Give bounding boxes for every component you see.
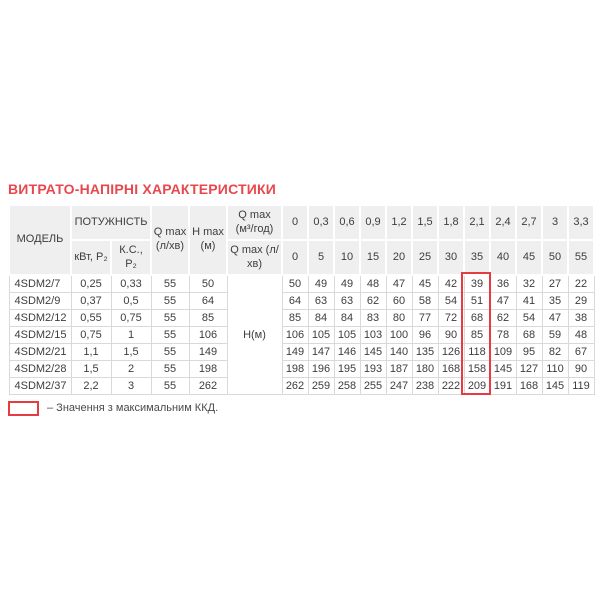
head-value-cell: 95 (516, 343, 542, 360)
head-value-cell: 62 (360, 292, 386, 309)
qmax-cell: 55 (151, 326, 189, 343)
head-value-cell: 49 (334, 275, 360, 292)
head-value-cell: 35 (542, 292, 568, 309)
head-value-cell: 48 (360, 275, 386, 292)
flow-lpm-header-cell: 15 (360, 240, 386, 275)
power-hp-cell: 2 (111, 360, 151, 377)
head-value-cell: 106 (282, 326, 308, 343)
header-qmax-lpm: Q max (л/хв) (151, 205, 189, 275)
header-model: МОДЕЛЬ (9, 205, 71, 275)
table-row (9, 343, 594, 360)
power-hp-cell: 1,5 (111, 343, 151, 360)
head-value-cell: 238 (412, 377, 438, 394)
flow-m3h-header-cell: 0,9 (360, 205, 386, 240)
head-value-cell: 59 (542, 326, 568, 343)
head-value-cell: 259 (308, 377, 334, 394)
head-value-cell: 32 (516, 275, 542, 292)
characteristics-table (8, 204, 595, 395)
head-value-cell: 64 (282, 292, 308, 309)
head-value-cell: 47 (542, 309, 568, 326)
head-value-cell: 63 (308, 292, 334, 309)
head-value-cell: 258 (334, 377, 360, 394)
head-value-cell: 145 (360, 343, 386, 360)
head-value-cell: 58 (412, 292, 438, 309)
header-qmax-lpm-2: Q max (л/хв) (227, 240, 282, 275)
head-value-cell: 63 (334, 292, 360, 309)
head-value-cell: 109 (490, 343, 516, 360)
model-cell: 4SDM2/12 (9, 309, 71, 326)
head-value-cell: 85 (282, 309, 308, 326)
head-value-cell: 147 (308, 343, 334, 360)
head-value-cell: 262 (282, 377, 308, 394)
flow-lpm-header-cell: 25 (412, 240, 438, 275)
head-value-cell: 62 (490, 309, 516, 326)
head-value-cell: 193 (360, 360, 386, 377)
head-value-cell: 54 (516, 309, 542, 326)
legend-text: – Значення з максимальним ККД. (47, 402, 219, 414)
head-value-cell: 84 (334, 309, 360, 326)
head-value-cell: 145 (542, 377, 568, 394)
head-value-cell: 60 (386, 292, 412, 309)
head-value-cell: 68 (464, 309, 490, 326)
hmax-cell: 198 (189, 360, 227, 377)
head-value-cell: 22 (568, 275, 594, 292)
header-power-kw: кВт, P₂ (71, 240, 111, 275)
table-row (9, 292, 594, 309)
head-value-cell: 49 (308, 275, 334, 292)
hmax-cell: 262 (189, 377, 227, 394)
flow-lpm-header-cell: 20 (386, 240, 412, 275)
page-title: ВИТРАТО-НАПІРНІ ХАРАКТЕРИСТИКИ (8, 181, 277, 197)
head-value-cell: 135 (412, 343, 438, 360)
head-value-cell: 140 (386, 343, 412, 360)
head-value-cell: 39 (464, 275, 490, 292)
hmax-cell: 106 (189, 326, 227, 343)
head-value-cell: 84 (308, 309, 334, 326)
qmax-cell: 55 (151, 360, 189, 377)
head-value-cell: 118 (464, 343, 490, 360)
head-value-cell: 47 (386, 275, 412, 292)
table-row (9, 275, 594, 292)
model-cell: 4SDM2/21 (9, 343, 71, 360)
flow-m3h-header-cell: 0 (282, 205, 308, 240)
head-value-cell: 247 (386, 377, 412, 394)
head-value-cell: 168 (516, 377, 542, 394)
flow-m3h-header-cell: 1,8 (438, 205, 464, 240)
flow-m3h-header-cell: 2,7 (516, 205, 542, 240)
power-kw-cell: 0,55 (71, 309, 111, 326)
hmax-cell: 85 (189, 309, 227, 326)
hmax-cell: 50 (189, 275, 227, 292)
flow-m3h-header-cell: 2,1 (464, 205, 490, 240)
table-row (9, 326, 594, 343)
head-value-cell: 100 (386, 326, 412, 343)
head-value-cell: 90 (568, 360, 594, 377)
power-hp-cell: 1 (111, 326, 151, 343)
hmax-cell: 149 (189, 343, 227, 360)
header-qmax-m3h: Q max (м³/год) (227, 205, 282, 240)
power-kw-cell: 1,5 (71, 360, 111, 377)
head-value-cell: 146 (334, 343, 360, 360)
hmax-cell: 64 (189, 292, 227, 309)
header-power: ПОТУЖНІСТЬ (71, 205, 151, 240)
head-value-cell: 48 (568, 326, 594, 343)
head-value-cell: 78 (490, 326, 516, 343)
head-value-cell: 50 (282, 275, 308, 292)
table-row (9, 377, 594, 394)
flow-lpm-header-cell: 10 (334, 240, 360, 275)
table-row (9, 360, 594, 377)
head-value-cell: 72 (438, 309, 464, 326)
flow-m3h-header-cell: 0,6 (334, 205, 360, 240)
model-cell: 4SDM2/37 (9, 377, 71, 394)
head-value-cell: 198 (282, 360, 308, 377)
flow-lpm-header-cell: 50 (542, 240, 568, 275)
head-value-cell: 105 (308, 326, 334, 343)
head-value-cell: 191 (490, 377, 516, 394)
flow-lpm-header-cell: 35 (464, 240, 490, 275)
flow-m3h-header-cell: 1,5 (412, 205, 438, 240)
head-value-cell: 38 (568, 309, 594, 326)
head-meters-label-cell: Н(м) (227, 275, 282, 394)
flow-m3h-header-cell: 3,3 (568, 205, 594, 240)
head-value-cell: 29 (568, 292, 594, 309)
head-value-cell: 67 (568, 343, 594, 360)
power-kw-cell: 0,37 (71, 292, 111, 309)
flow-lpm-header-cell: 45 (516, 240, 542, 275)
head-value-cell: 126 (438, 343, 464, 360)
qmax-cell: 55 (151, 292, 189, 309)
flow-lpm-header-cell: 0 (282, 240, 308, 275)
head-value-cell: 119 (568, 377, 594, 394)
head-value-cell: 105 (334, 326, 360, 343)
head-value-cell: 158 (464, 360, 490, 377)
power-hp-cell: 0,5 (111, 292, 151, 309)
head-value-cell: 54 (438, 292, 464, 309)
model-cell: 4SDM2/28 (9, 360, 71, 377)
legend (8, 401, 594, 416)
header-row-2 (9, 240, 594, 275)
qmax-cell: 55 (151, 309, 189, 326)
head-value-cell: 45 (412, 275, 438, 292)
head-value-cell: 77 (412, 309, 438, 326)
flow-lpm-header-cell: 5 (308, 240, 334, 275)
head-value-cell: 96 (412, 326, 438, 343)
legend-swatch-red-box (8, 401, 39, 416)
head-value-cell: 209 (464, 377, 490, 394)
qmax-cell: 55 (151, 275, 189, 292)
head-value-cell: 82 (542, 343, 568, 360)
power-kw-cell: 1,1 (71, 343, 111, 360)
head-value-cell: 36 (490, 275, 516, 292)
head-value-cell: 68 (516, 326, 542, 343)
head-value-cell: 149 (282, 343, 308, 360)
head-value-cell: 222 (438, 377, 464, 394)
head-value-cell: 196 (308, 360, 334, 377)
head-value-cell: 145 (490, 360, 516, 377)
head-value-cell: 255 (360, 377, 386, 394)
head-value-cell: 110 (542, 360, 568, 377)
flow-m3h-header-cell: 1,2 (386, 205, 412, 240)
head-value-cell: 80 (386, 309, 412, 326)
flow-lpm-header-cell: 40 (490, 240, 516, 275)
head-value-cell: 47 (490, 292, 516, 309)
power-hp-cell: 0,33 (111, 275, 151, 292)
head-value-cell: 127 (516, 360, 542, 377)
flow-m3h-header-cell: 3 (542, 205, 568, 240)
head-value-cell: 180 (412, 360, 438, 377)
power-kw-cell: 0,25 (71, 275, 111, 292)
head-value-cell: 42 (438, 275, 464, 292)
flow-m3h-header-cell: 0,3 (308, 205, 334, 240)
characteristics-table-wrap (8, 204, 593, 395)
model-cell: 4SDM2/15 (9, 326, 71, 343)
power-kw-cell: 0,75 (71, 326, 111, 343)
table-row (9, 309, 594, 326)
model-cell: 4SDM2/7 (9, 275, 71, 292)
flow-m3h-header-cell: 2,4 (490, 205, 516, 240)
head-value-cell: 195 (334, 360, 360, 377)
model-cell: 4SDM2/9 (9, 292, 71, 309)
flow-lpm-header-cell: 30 (438, 240, 464, 275)
head-value-cell: 90 (438, 326, 464, 343)
head-value-cell: 41 (516, 292, 542, 309)
power-kw-cell: 2,2 (71, 377, 111, 394)
table-body (9, 275, 594, 394)
head-value-cell: 168 (438, 360, 464, 377)
qmax-cell: 55 (151, 377, 189, 394)
characteristics-section (8, 181, 594, 416)
head-value-cell: 187 (386, 360, 412, 377)
head-value-cell: 27 (542, 275, 568, 292)
qmax-cell: 55 (151, 343, 189, 360)
head-value-cell: 83 (360, 309, 386, 326)
power-hp-cell: 0,75 (111, 309, 151, 326)
flow-lpm-header-cell: 55 (568, 240, 594, 275)
head-value-cell: 51 (464, 292, 490, 309)
head-value-cell: 103 (360, 326, 386, 343)
header-power-hp: К.С., P₂ (111, 240, 151, 275)
header-row-1 (9, 205, 594, 240)
power-hp-cell: 3 (111, 377, 151, 394)
header-hmax: H max (м) (189, 205, 227, 275)
head-value-cell: 85 (464, 326, 490, 343)
